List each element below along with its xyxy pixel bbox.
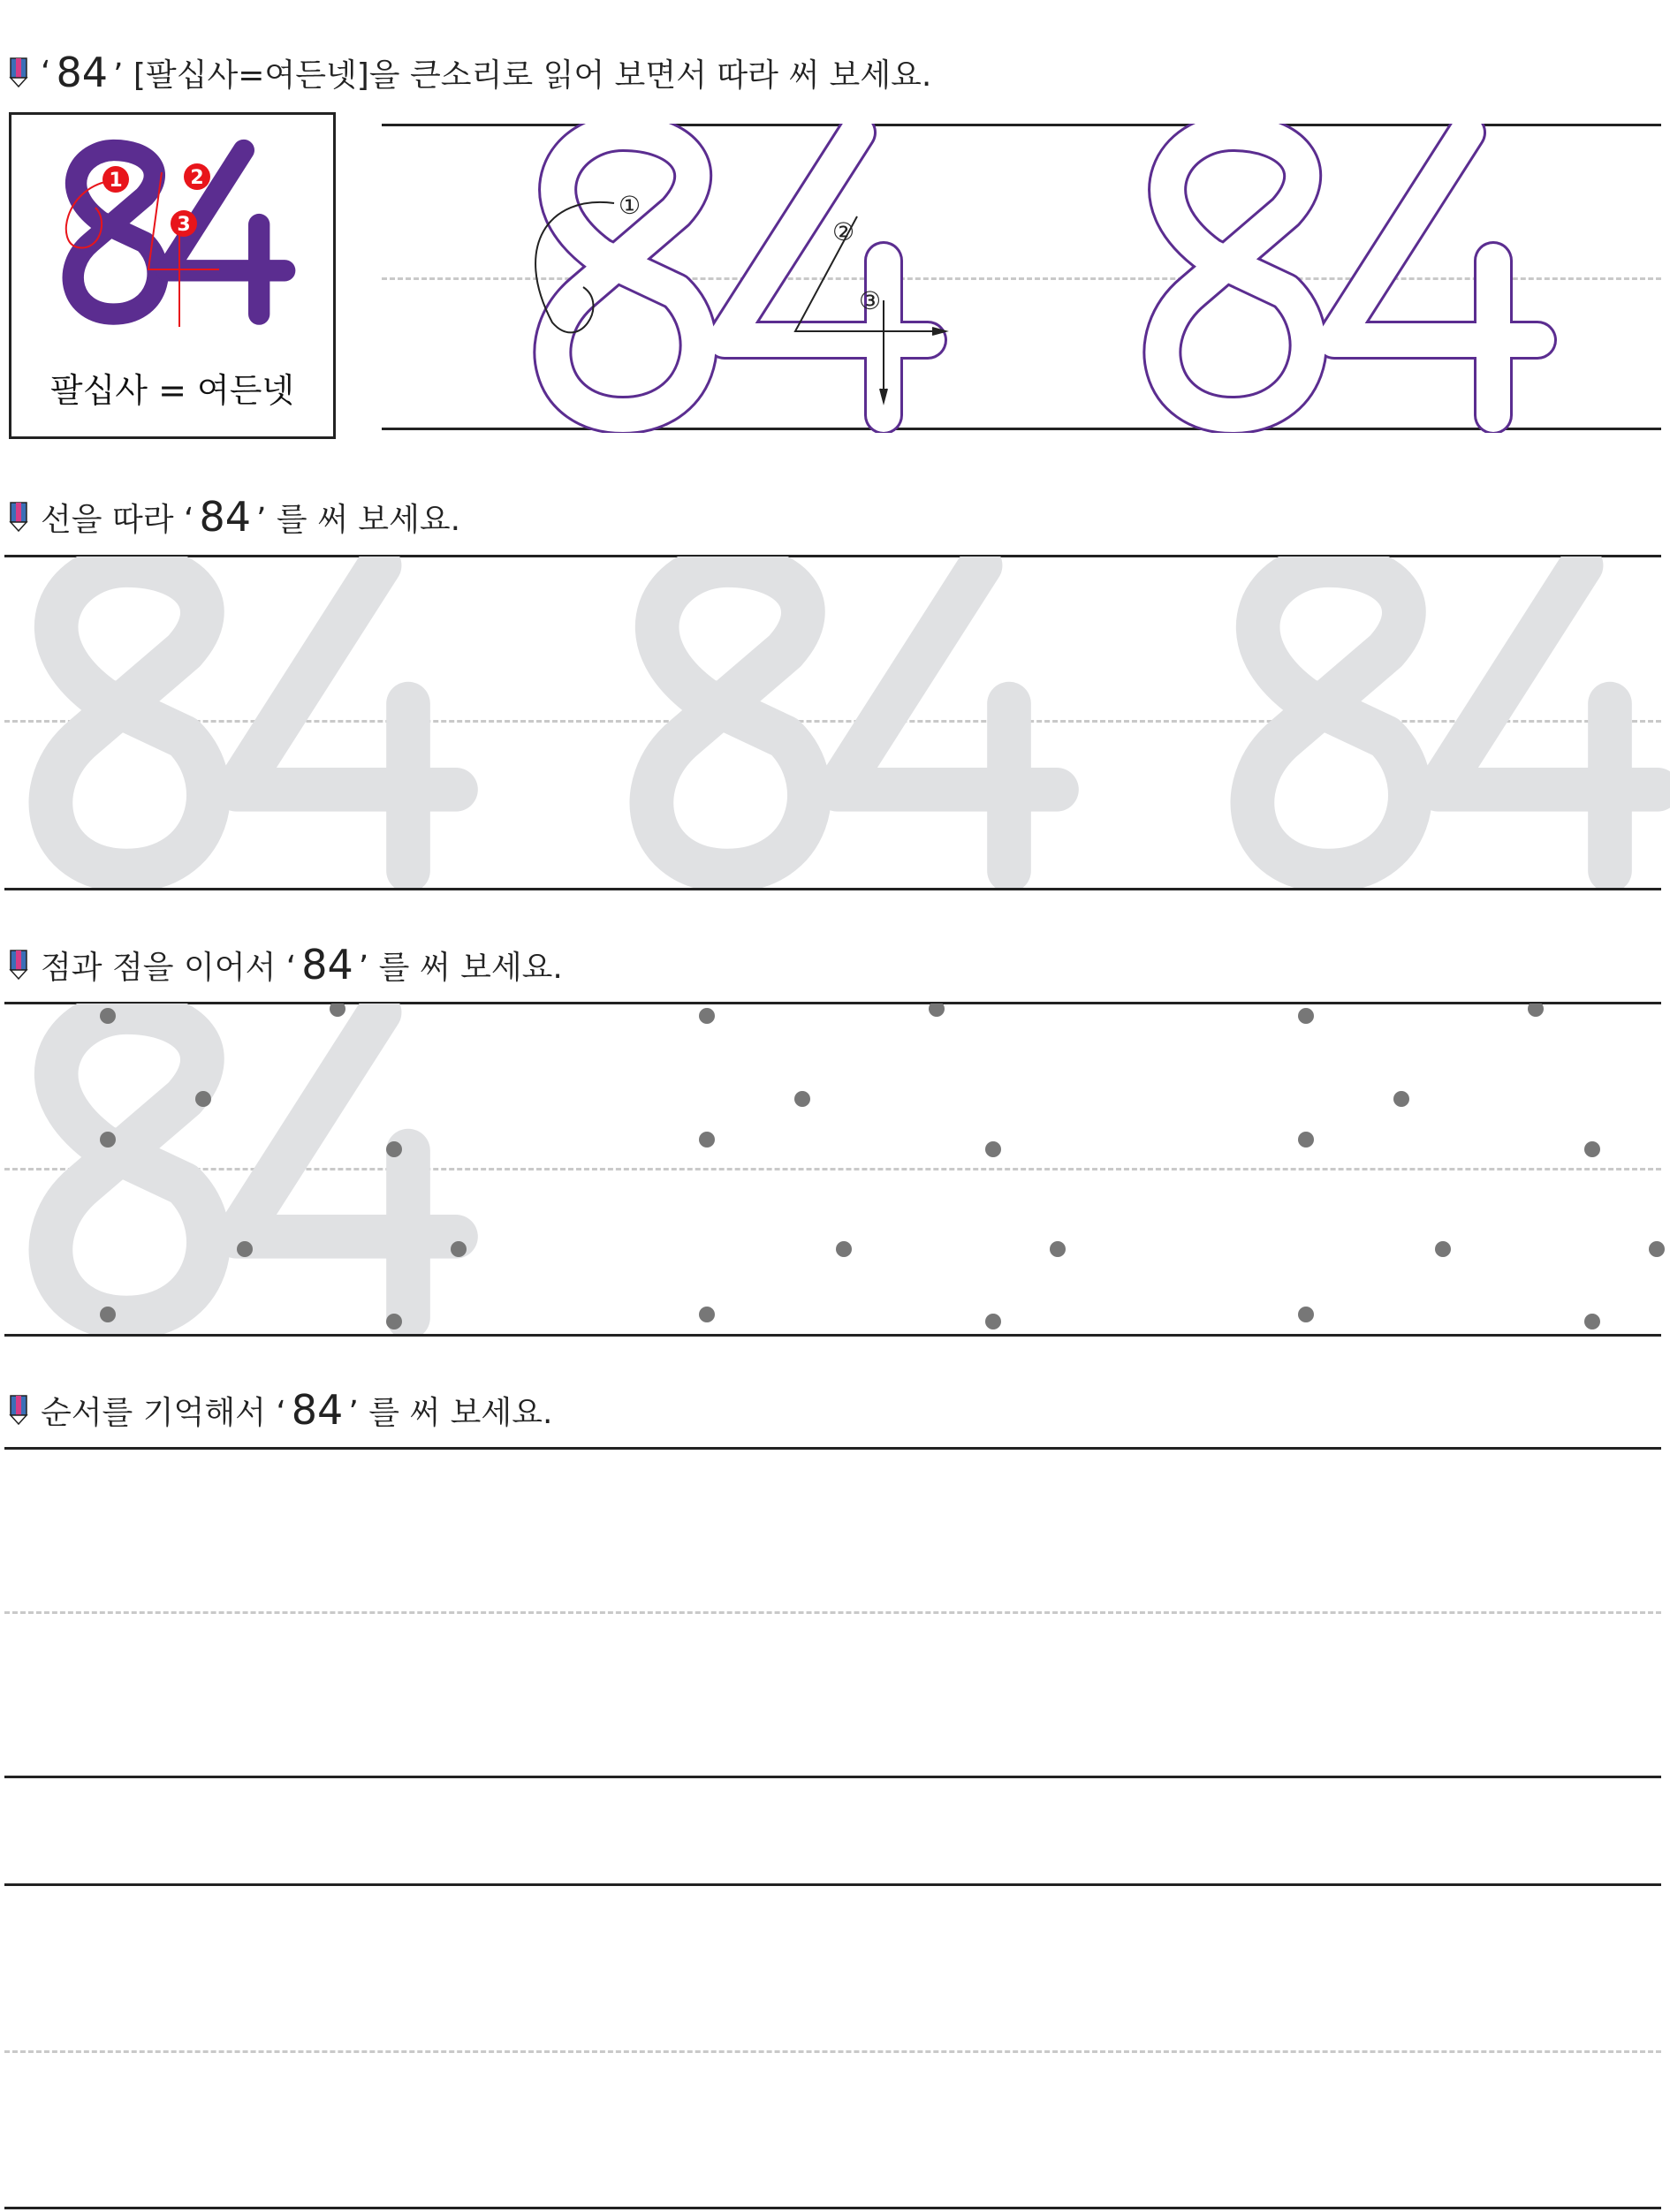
instruction-3 [9,938,563,991]
instruction-number: 84 [301,941,353,989]
pencil-icon [9,57,28,87]
guide-mark-1 [102,166,129,193]
practice-row-1-top [4,1447,1661,1450]
instruction-number: 84 [291,1386,344,1434]
guide-mark-2 [184,163,210,190]
instruction-prefix: 순서를 기억해서 ‘ [41,1394,286,1431]
instruction-suffix: ’ 를 써 보세요. [348,1394,553,1431]
dot [100,1132,116,1148]
instruction-2 [9,490,460,543]
practice-row-1-middle [4,1611,1661,1614]
instruction-number: 84 [199,493,251,541]
instruction-prefix: 점과 점을 이어서 ‘ [41,949,297,986]
stroke-order-guide-box [9,112,336,439]
stroke-mark-2: ② [832,217,855,246]
stroke-order-guide-numeral [47,137,312,349]
instruction-1 [9,46,931,99]
trace-number [1252,565,1658,871]
instruction-suffix: ’ [팔십사=여든넷]을 큰소리로 읽어 보면서 따라 써 보세요. [113,57,932,94]
practice-row-2-middle [4,2050,1661,2053]
practice-row-2-bottom [4,2207,1661,2209]
dot [386,1141,402,1157]
dot-to-dot-area [0,1004,1670,1334]
stroke-mark-3: ③ [859,286,882,315]
stroke-mark-1: ① [619,191,641,220]
guide-mark-3 [171,210,197,237]
dot [100,1307,116,1322]
instruction-4 [9,1383,552,1436]
trace-numerals [0,557,1670,888]
svg-text:1: 1 [109,170,123,192]
dot [386,1314,402,1329]
line-bottom [4,1334,1661,1337]
pencil-icon [9,950,28,980]
pencil-icon [9,1395,28,1425]
outlined-numerals [512,124,1661,433]
svg-text:3: 3 [177,214,191,236]
instruction-prefix: 선을 따라 ‘ [41,501,194,538]
instruction-number: 84 [56,49,108,96]
dot-trace-number [50,1012,456,1318]
practice-row-1-bottom [4,1776,1661,1778]
instruction-suffix: ’ 를 써 보세요. [358,949,563,986]
pencil-icon [9,502,28,532]
dot [237,1241,253,1257]
number-reading: 팔십사 = 여든넷 [49,371,295,410]
dot [451,1241,467,1257]
trace-number [50,565,456,871]
instruction-suffix: ’ 를 써 보세요. [255,501,461,538]
instruction-prefix: ‘ [41,54,51,91]
dot [195,1091,211,1107]
line-bottom [4,888,1661,890]
svg-text:2: 2 [190,167,204,189]
dot [100,1008,116,1024]
dot [330,1004,345,1017]
practice-row-2-top [4,1883,1661,1886]
trace-number [651,565,1057,871]
